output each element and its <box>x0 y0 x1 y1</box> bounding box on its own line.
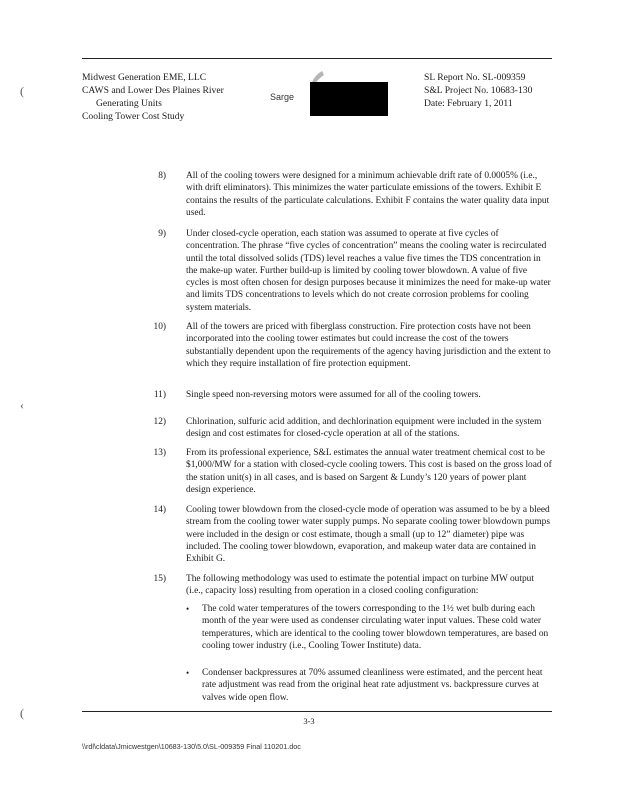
item-text: All of the towers are priced with fiberglass construction. Fire protection costs have not been incorporated into the cooling tower estimates but could increase the cost of the towers substantially dependent upon the requirements of the agency having jurisdiction and the extent to which they require installation of fire protection equipment. <box>186 322 551 369</box>
file-path: \\rdl\cldata\Jmicwestgen\10683-130\5.0\SL-009359 Final 110201.doc <box>82 742 301 751</box>
report-number: SL Report No. SL-009359 <box>424 72 526 83</box>
item-number: 8) <box>158 171 166 181</box>
header-rule <box>82 58 552 59</box>
bullet-text: The cold water temperatures of the towers corresponding to the 1½ wet bulb during each month of the year were used as condenser circulating water input values. These cold water temperatures, which are identical to the cooling tower blowdown temperatures, are based on cooling tower industry (i.e., Cooling Tower Institute) data. <box>202 604 549 651</box>
item-text: Under closed-cycle operation, each station was assumed to operate at five cycles of concentration. The phrase “five cycles of concentration” means the cooling water is recirculated until the total dissolved solids (TDS) level reaches a value five times the TDS concentration in the make-up water. Further build-up is limited by cooling tower blowdown. A value of five cycles is most often chosen for design purposes because it minimizes the need for make-up water and limits TDS concentrations to levels which do not create corrosion problems for cooling system materials. <box>186 229 551 313</box>
item-number: 15) <box>153 574 166 584</box>
item-text: The following methodology was used to estimate the potential impact on turbine MW output (i.e., capacity loss) resulting from operation in a closed cooling configuration: <box>186 574 534 597</box>
company-name: Midwest Generation EME, LLC <box>82 72 207 83</box>
project-number: S&L Project No. 10683-130 <box>424 85 533 96</box>
page-number: 3-3 <box>303 716 315 726</box>
company-logo-text: Sarge <box>270 92 295 102</box>
margin-mark: ( <box>20 706 24 720</box>
item-text: From its professional experience, S&L estimates the annual water treatment chemical cost to be $1,000/MW for a station with closed-cycle cooling towers. This cost is based on the gross load of the station unit(s) in all cases, and is based on Sargent & Lundy’s 120 years of power plant design experience. <box>186 448 552 495</box>
item-number: 12) <box>153 417 166 427</box>
item-number: 9) <box>158 229 166 239</box>
item-number: 14) <box>153 505 166 515</box>
header-left-block <box>82 71 302 123</box>
item-text: Chlorination, sulfuric acid addition, and dechlorination equipment were included in the system design and cost estimates for closed-cycle operation at all of the stations. <box>186 417 542 440</box>
item-text: Cooling tower blowdown from the closed-cycle mode of operation was assumed to be by a bleed stream from the cooling tower water supply pumps. No separate cooling tower blowdown pumps were included in the design or cost estimate, though a small (up to 12” diameter) pipe was included. The cooling tower blowdown, evaporation, and makeup water data are contained in Exhibit G. <box>186 505 550 565</box>
bullet-marker: • <box>186 668 190 678</box>
item-text: All of the cooling towers were designed for a minimum achievable drift rate of 0.0005% (i.e., with drift eliminators). This minimizes the water particulate emissions of the towers. Exhibit E contains the results of the particulate calculations. Exhibit F contains the water quality data input used. <box>186 171 550 218</box>
margin-mark: ( <box>20 84 24 98</box>
margin-mark: ‹ <box>20 398 24 412</box>
bullet-marker: • <box>186 604 190 614</box>
item-text: Single speed non-reversing motors were assumed for all of the cooling towers. <box>186 390 481 400</box>
item-number: 13) <box>153 448 166 458</box>
header-right-block <box>424 71 564 110</box>
bullet-text: Condenser backpressures at 70% assumed cleanliness were estimated, and the percent heat rate adjustment was read from the original heat rate adjustment vs. backpressure curves at valves wide open flow. <box>202 668 543 703</box>
study-title: Cooling Tower Cost Study <box>82 111 185 122</box>
redaction-box <box>310 82 388 116</box>
project-units: Generating Units <box>96 98 162 109</box>
item-number: 11) <box>153 390 166 400</box>
project-location: CAWS and Lower Des Plaines River <box>82 85 224 96</box>
report-date: Date: February 1, 2011 <box>424 98 513 109</box>
footer-rule <box>82 711 552 712</box>
item-number: 10) <box>153 322 166 332</box>
